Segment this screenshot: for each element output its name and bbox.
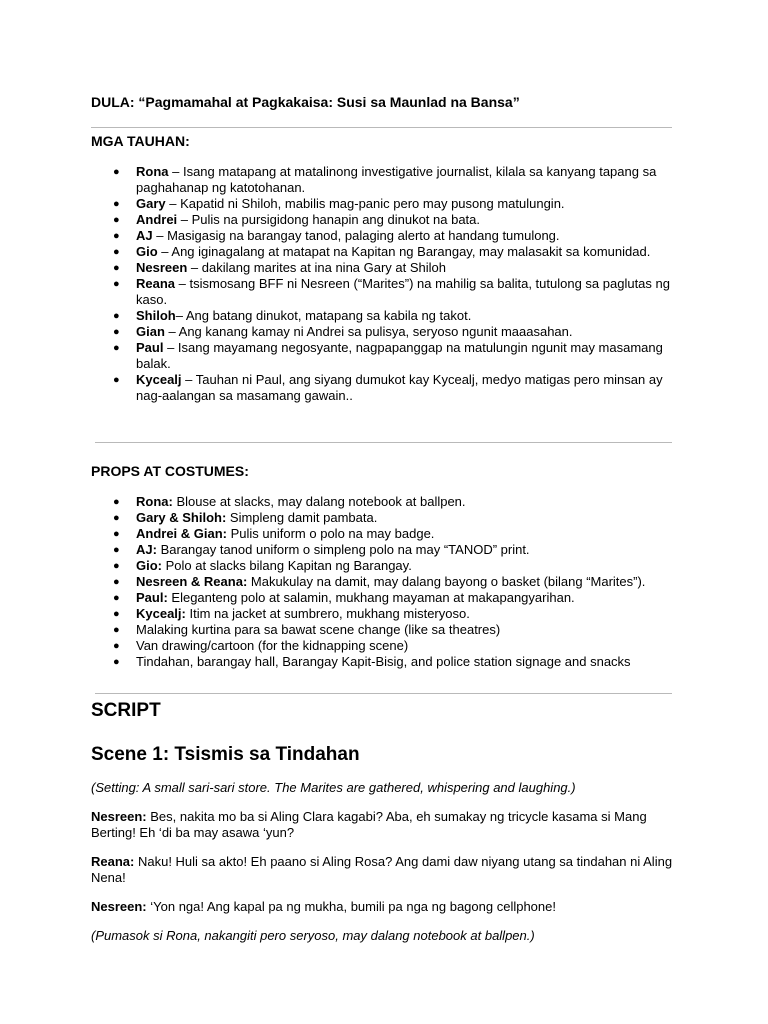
cast-heading: MGA TAUHAN: xyxy=(91,133,190,149)
cast-item xyxy=(0,228,768,244)
cast-list xyxy=(0,164,768,404)
dialogue-text: ‘Yon nga! Ang kapal pa ng mukha, bumili pa nga ng bagong cellphone! xyxy=(146,899,556,914)
item-name: Paul: xyxy=(136,590,168,605)
prop-item xyxy=(0,654,768,670)
cast-item xyxy=(0,196,768,212)
speaker-name: Nesreen: xyxy=(91,899,147,914)
item-name: Gian xyxy=(136,324,165,339)
item-description: – Ang iginagalang at matapat na Kapitan ng Barangay, may malasakit sa komunidad. xyxy=(157,244,651,259)
cast-item xyxy=(0,324,768,340)
prop-item xyxy=(0,606,768,622)
bullet-icon: ● xyxy=(113,640,120,652)
bullet-icon: ● xyxy=(113,512,120,524)
item-description: Simpleng damit pambata. xyxy=(226,510,378,525)
bullet-icon: ● xyxy=(113,544,120,556)
cast-item xyxy=(0,276,768,308)
item-name: AJ: xyxy=(136,542,157,557)
play-title: DULA: “Pagmamahal at Pagkakaisa: Susi sa Maunlad na Bansa” xyxy=(91,94,520,110)
dialogue-line xyxy=(91,809,686,841)
divider xyxy=(95,693,672,694)
item-name: Nesreen xyxy=(136,260,188,275)
item-name: Shiloh xyxy=(136,308,176,323)
props-list xyxy=(0,494,768,670)
item-name: Gio xyxy=(136,244,158,259)
item-name: Paul xyxy=(136,340,164,355)
cast-item xyxy=(0,260,768,276)
speaker-name: Nesreen: xyxy=(91,809,147,824)
prop-item xyxy=(0,622,768,638)
prop-item xyxy=(0,590,768,606)
item-description: – Isang mayamang negosyante, nagpapanggap na matulungin ngunit may masamang balak. xyxy=(136,340,663,371)
bullet-icon: ● xyxy=(113,342,120,354)
item-name: Andrei xyxy=(136,212,178,227)
prop-item xyxy=(0,526,768,542)
props-heading: PROPS AT COSTUMES: xyxy=(91,463,249,479)
bullet-icon: ● xyxy=(113,166,120,178)
prop-item xyxy=(0,558,768,574)
item-description: – Tauhan ni Paul, ang siyang dumukot kay Kycealj, medyo matigas pero minsan ay nag-aalangan sa masamang gawain.. xyxy=(136,372,663,403)
item-description: Itim na jacket at sumbrero, mukhang misteryoso. xyxy=(185,606,470,621)
cast-item xyxy=(0,244,768,260)
prop-item xyxy=(0,574,768,590)
item-name: Nesreen & Reana: xyxy=(136,574,248,589)
scene-setting: (Setting: A small sari-sari store. The Marites are gathered, whispering and laughing.) xyxy=(91,780,576,795)
item-name: Reana xyxy=(136,276,176,291)
dialogue-line xyxy=(91,899,686,915)
item-description: Polo at slacks bilang Kapitan ng Barangay. xyxy=(162,558,412,573)
prop-item xyxy=(0,638,768,654)
bullet-icon: ● xyxy=(113,198,120,210)
dialogue-text: Bes, nakita mo ba si Aling Clara kagabi? Aba, eh sumakay ng tricycle kasama si Mang Berting! Eh ‘di ba may asawa ‘yun? xyxy=(91,809,647,840)
prop-item xyxy=(0,494,768,510)
bullet-icon: ● xyxy=(113,496,120,508)
item-description: Blouse at slacks, may dalang notebook at ballpen. xyxy=(172,494,466,509)
item-name: Rona: xyxy=(136,494,173,509)
bullet-icon: ● xyxy=(113,624,120,636)
item-name: Andrei & Gian: xyxy=(136,526,228,541)
scene-title: Scene 1: Tsismis sa Tindahan xyxy=(91,744,360,765)
dialogue-line xyxy=(91,854,686,886)
cast-item xyxy=(0,212,768,228)
item-description: Pulis uniform o polo na may badge. xyxy=(227,526,435,541)
item-name: Rona xyxy=(136,164,169,179)
item-description: – Ang kanang kamay ni Andrei sa pulisya, seryoso ngunit maaasahan. xyxy=(164,324,573,339)
prop-item xyxy=(0,542,768,558)
bullet-icon: ● xyxy=(113,374,120,386)
bullet-icon: ● xyxy=(113,608,120,620)
bullet-icon: ● xyxy=(113,214,120,226)
prop-item xyxy=(0,510,768,526)
divider xyxy=(91,127,672,128)
stage-direction: (Pumasok si Rona, nakangiti pero seryoso, may dalang notebook at ballpen.) xyxy=(91,928,535,943)
item-name: Gary xyxy=(136,196,166,211)
item-name: Kycealj xyxy=(136,372,182,387)
cast-item xyxy=(0,164,768,196)
cast-item xyxy=(0,340,768,372)
cast-item xyxy=(0,372,768,404)
item-name: AJ xyxy=(136,228,153,243)
dialogue-text: Naku! Huli sa akto! Eh paano si Aling Rosa? Ang dami daw niyang utang sa tindahan ni Aling Nena! xyxy=(91,854,673,885)
bullet-icon: ● xyxy=(113,576,120,588)
item-description: – dakilang marites at ina nina Gary at Shiloh xyxy=(187,260,447,275)
item-description: Tindahan, barangay hall, Barangay Kapit-Bisig, and police station signage and snacks xyxy=(136,654,631,669)
item-name: Gary & Shiloh: xyxy=(136,510,227,525)
bullet-icon: ● xyxy=(113,592,120,604)
item-description: – Ang batang dinukot, matapang sa kabila ng takot. xyxy=(175,308,472,323)
item-description: Van drawing/cartoon (for the kidnapping scene) xyxy=(136,638,409,653)
bullet-icon: ● xyxy=(113,246,120,258)
item-description: – Masigasig na barangay tanod, palaging alerto at handang tumulong. xyxy=(152,228,560,243)
item-description: – Isang matapang at matalinong investigative journalist, kilala sa kanyang tapang sa paghahanap ng katotohanan. xyxy=(136,164,657,195)
item-description: Barangay tanod uniform o simpleng polo na may “TANOD” print. xyxy=(156,542,530,557)
item-description: – tsismosang BFF ni Nesreen (“Marites”) na mahilig sa balita, tutulong sa paglutas ng kaso. xyxy=(136,276,670,307)
bullet-icon: ● xyxy=(113,262,120,274)
script-heading: SCRIPT xyxy=(91,700,161,721)
cast-item xyxy=(0,308,768,324)
bullet-icon: ● xyxy=(113,560,120,572)
bullet-icon: ● xyxy=(113,310,120,322)
item-description: Makukulay na damit, may dalang bayong o basket (bilang “Marites”). xyxy=(247,574,646,589)
item-description: Malaking kurtina para sa bawat scene change (like sa theatres) xyxy=(136,622,501,637)
bullet-icon: ● xyxy=(113,656,120,668)
bullet-icon: ● xyxy=(113,326,120,338)
item-name: Gio: xyxy=(136,558,162,573)
divider xyxy=(95,442,672,443)
bullet-icon: ● xyxy=(113,230,120,242)
bullet-icon: ● xyxy=(113,528,120,540)
bullet-icon: ● xyxy=(113,278,120,290)
item-description: – Pulis na pursigidong hanapin ang dinukot na bata. xyxy=(177,212,481,227)
item-description: Eleganteng polo at salamin, mukhang mayaman at makapangyarihan. xyxy=(167,590,575,605)
speaker-name: Reana: xyxy=(91,854,135,869)
item-description: – Kapatid ni Shiloh, mabilis mag-panic pero may pusong matulungin. xyxy=(165,196,565,211)
item-name: Kycealj: xyxy=(136,606,186,621)
